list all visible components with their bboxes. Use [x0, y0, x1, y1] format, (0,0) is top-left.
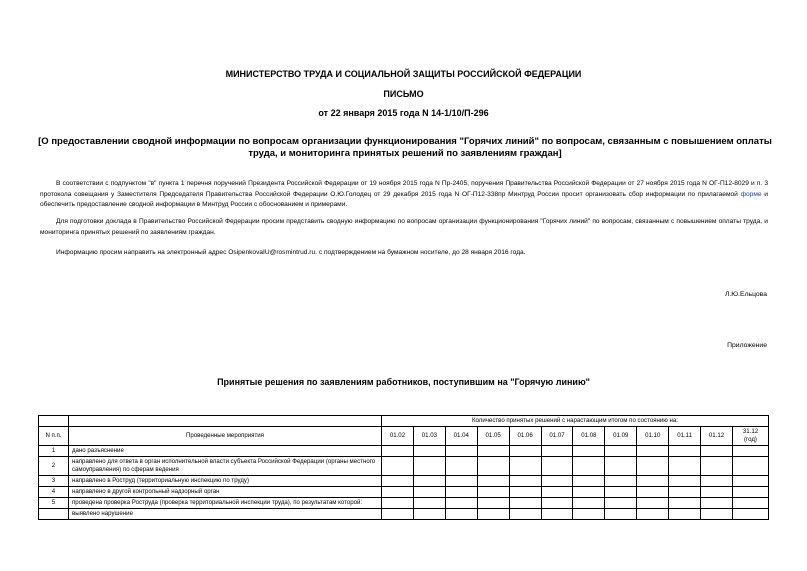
value-cell[interactable]: [382, 509, 414, 520]
value-cell[interactable]: [509, 498, 541, 509]
value-cell[interactable]: [637, 487, 669, 498]
value-cell[interactable]: [477, 487, 509, 498]
row-measure: направлено в другой контрольный надзорный орган: [69, 487, 382, 498]
value-cell[interactable]: [382, 446, 414, 457]
row-number: 4: [39, 487, 69, 498]
table-row: [39, 446, 769, 457]
date-header: 31.12 (год): [732, 427, 768, 446]
value-cell[interactable]: [637, 476, 669, 487]
row-number: 5: [39, 498, 69, 509]
value-cell[interactable]: [669, 476, 701, 487]
value-cell[interactable]: [509, 509, 541, 520]
value-cell[interactable]: [732, 509, 768, 520]
value-cell[interactable]: [445, 476, 477, 487]
row-number: [39, 509, 69, 520]
value-cell[interactable]: [413, 487, 445, 498]
value-cell[interactable]: [605, 446, 637, 457]
paragraph-2-text: Для подготовки доклада в Правительство Российской Федерации просим представить сводную информацию по вопросам организации функционирования "Горячих линий" по вопросам, связанным с повышением оплаты труда, и мониторинга принятых решений по заявлениям граждан.: [40, 218, 768, 236]
value-cell[interactable]: [701, 457, 733, 476]
group-header: Количество принятых решений с нарастающим итогом по состоянию на:: [382, 416, 769, 427]
value-cell[interactable]: [701, 509, 733, 520]
value-cell[interactable]: [701, 476, 733, 487]
value-cell[interactable]: [605, 457, 637, 476]
date-header: 01.02: [382, 427, 414, 446]
row-number: 1: [39, 446, 69, 457]
value-cell[interactable]: [701, 498, 733, 509]
table-row: [39, 476, 769, 487]
row-measure: направлено в Роструд (территориальную инспекцию по труду): [69, 476, 382, 487]
decisions-table: [38, 415, 769, 520]
value-cell[interactable]: [445, 498, 477, 509]
row-measure: проведена проверка Роструда (проверка территориальной инспекции труда), по результатам которой:: [69, 498, 382, 509]
row-measure: выявлено нарушение: [69, 509, 382, 520]
date-header: 01.08: [573, 427, 605, 446]
row-measure: дано разъяснение: [69, 446, 382, 457]
col-measures-header: Проведенные мероприятия: [69, 427, 382, 446]
value-cell[interactable]: [445, 509, 477, 520]
value-cell[interactable]: [669, 509, 701, 520]
paragraph-2: [40, 217, 768, 238]
value-cell[interactable]: [637, 509, 669, 520]
appendix-label: Приложение: [727, 342, 767, 349]
row-measure: направлено для ответа в орган исполнительной власти субъекта Российской Федерации (органы местного самоуправления) по сферам ведения: [69, 457, 382, 476]
value-cell[interactable]: [573, 446, 605, 457]
value-cell[interactable]: [605, 476, 637, 487]
value-cell[interactable]: [669, 487, 701, 498]
value-cell[interactable]: [445, 487, 477, 498]
row-number: 3: [39, 476, 69, 487]
table-row: [39, 457, 769, 476]
value-cell[interactable]: [477, 509, 509, 520]
value-cell[interactable]: [605, 498, 637, 509]
row-number: 2: [39, 457, 69, 476]
value-cell[interactable]: [382, 457, 414, 476]
date-header: 01.07: [541, 427, 573, 446]
value-cell[interactable]: [605, 509, 637, 520]
value-cell[interactable]: [477, 446, 509, 457]
value-cell[interactable]: [509, 487, 541, 498]
empty-header-cell: [39, 416, 69, 427]
paragraph-1-text: В соответствии с подпунктом "в" пункта 1 перечня поручений Президента Российской Федерации от 19 ноября 2015 года N Пр-2405, поручения Правительства Российской Федерации от 27 ноября 2015 года N ОГ-П12-8029 и п. 3 протокола совещания у Заместителя Председателя Правительства Российской Федерации О.Ю.Голодец от 29 декабря 2015 года N ОГ-П12-338пр Минтруд России просит организовать сбор информации по прилагаемой: [40, 180, 768, 198]
empty-header-cell: [69, 416, 382, 427]
date-header: 01.10: [637, 427, 669, 446]
value-cell[interactable]: [445, 446, 477, 457]
value-cell[interactable]: [509, 446, 541, 457]
value-cell[interactable]: [477, 476, 509, 487]
table-title: Принятые решения по заявлениям работников, поступившим на "Горячую линию": [217, 377, 590, 387]
paragraph-1: [40, 179, 768, 211]
value-cell[interactable]: [732, 487, 768, 498]
value-cell[interactable]: [541, 487, 573, 498]
paragraph-3: [40, 248, 768, 259]
table-row: [39, 487, 769, 498]
signature: Л.Ю.Ельцова: [724, 291, 767, 298]
value-cell[interactable]: [382, 487, 414, 498]
value-cell[interactable]: [732, 498, 768, 509]
value-cell[interactable]: [382, 476, 414, 487]
value-cell[interactable]: [413, 476, 445, 487]
value-cell[interactable]: [382, 498, 414, 509]
value-cell[interactable]: [509, 476, 541, 487]
paragraph-1-text-end: и обеспечить предоставление сводной информации в Минтруд России с обоснованием и примерами.: [40, 190, 768, 208]
value-cell[interactable]: [573, 509, 605, 520]
value-cell[interactable]: [732, 446, 768, 457]
value-cell[interactable]: [637, 446, 669, 457]
date-header: 01.04: [445, 427, 477, 446]
value-cell[interactable]: [477, 498, 509, 509]
value-cell[interactable]: [413, 498, 445, 509]
value-cell[interactable]: [413, 446, 445, 457]
value-cell[interactable]: [509, 457, 541, 476]
value-cell[interactable]: [732, 457, 768, 476]
date-header: 01.12: [701, 427, 733, 446]
value-cell[interactable]: [573, 487, 605, 498]
paragraph-3-text: Информацию просим направить на электронный адрес OsipenkovaIU@rosmintrud.ru. с подтверждением на бумажном носителе, до 28 января 2016 года.: [56, 249, 526, 256]
form-link[interactable]: форме: [740, 190, 762, 198]
value-cell[interactable]: [573, 476, 605, 487]
value-cell[interactable]: [573, 457, 605, 476]
value-cell[interactable]: [541, 509, 573, 520]
table-row: [39, 509, 769, 520]
value-cell[interactable]: [541, 476, 573, 487]
document-date: от 22 января 2015 года N 14-1/10/П-296: [318, 108, 489, 118]
value-cell[interactable]: [669, 498, 701, 509]
value-cell[interactable]: [573, 498, 605, 509]
value-cell[interactable]: [477, 457, 509, 476]
value-cell[interactable]: [637, 498, 669, 509]
ministry-title: МИНИСТЕРСТВО ТРУДА И СОЦИАЛЬНОЙ ЗАЩИТЫ РОССИЙСКОЙ ФЕДЕРАЦИИ: [225, 69, 582, 79]
value-cell[interactable]: [701, 446, 733, 457]
table-row: [39, 498, 769, 509]
value-cell[interactable]: [669, 446, 701, 457]
document-type: ПИСЬМО: [383, 89, 424, 99]
value-cell[interactable]: [637, 457, 669, 476]
date-header: 01.06: [509, 427, 541, 446]
date-header: 01.05: [477, 427, 509, 446]
value-cell[interactable]: [732, 476, 768, 487]
value-cell[interactable]: [445, 457, 477, 476]
date-header: 01.09: [605, 427, 637, 446]
col-num-header: N п.п.: [39, 427, 69, 446]
document-subject: [О предоставлении сводной информации по вопросам организации функционирования "Горячих линий" по вопросам, связанным с повышением оплаты труда, и мониторинга принятых решений по заявлениям граждан]: [38, 136, 772, 159]
value-cell[interactable]: [605, 487, 637, 498]
value-cell[interactable]: [541, 498, 573, 509]
value-cell[interactable]: [413, 509, 445, 520]
value-cell[interactable]: [669, 457, 701, 476]
date-header: 01.11: [669, 427, 701, 446]
value-cell[interactable]: [413, 457, 445, 476]
value-cell[interactable]: [541, 446, 573, 457]
value-cell[interactable]: [541, 457, 573, 476]
value-cell[interactable]: [701, 487, 733, 498]
date-header: 01.03: [413, 427, 445, 446]
